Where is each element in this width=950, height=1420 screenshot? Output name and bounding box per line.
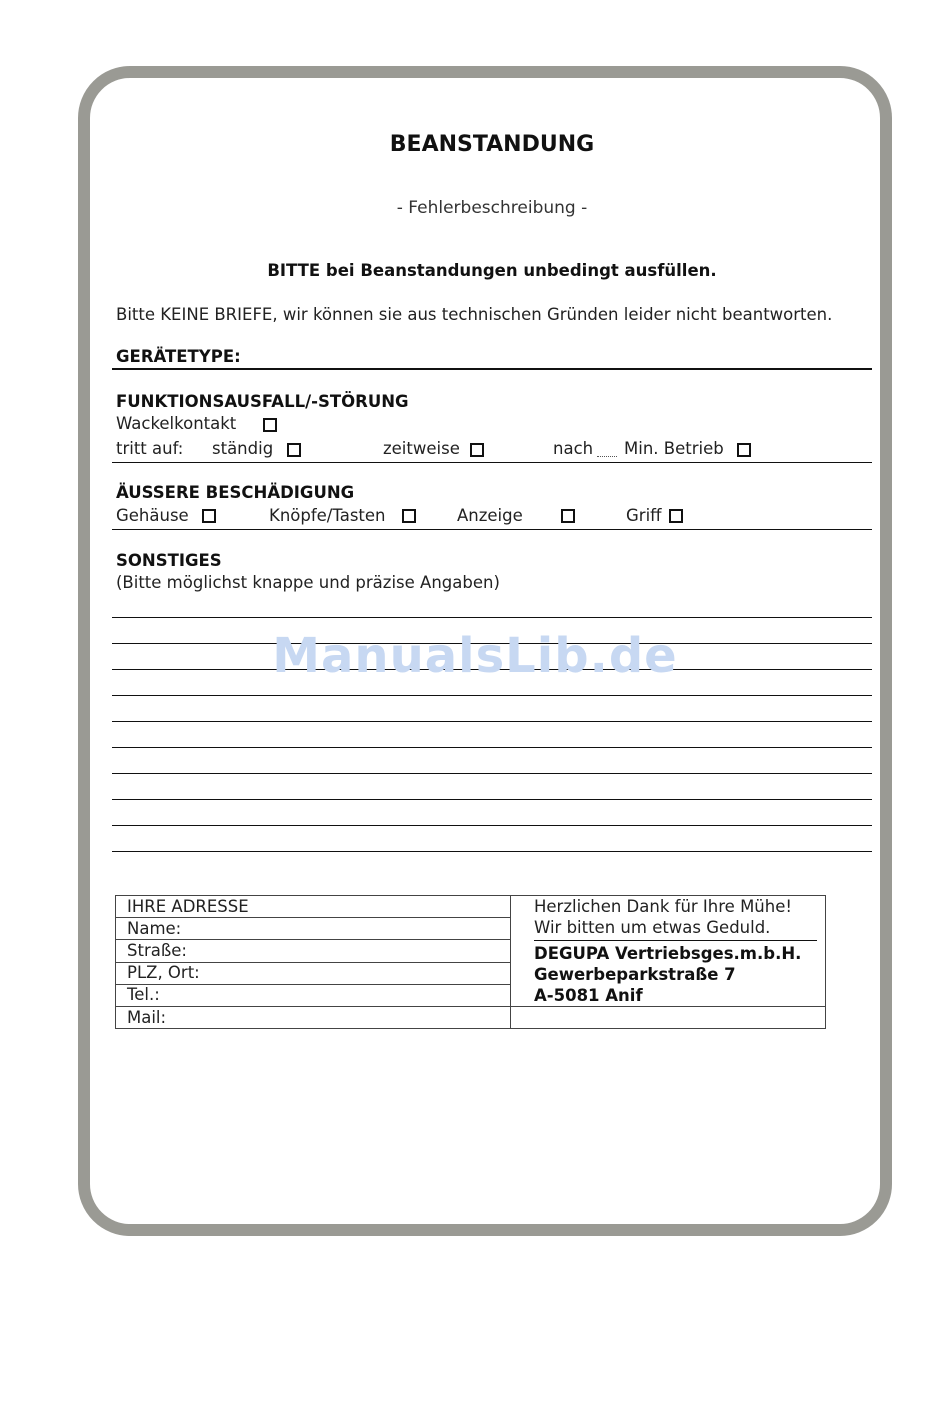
funktion-heading: FUNKTIONSAUSFALL/-STÖRUNG xyxy=(116,392,409,411)
no-letters-note: Bitte KEINE BRIEFE, wir können sie aus technischen Gründen leider nicht beantworten. xyxy=(116,305,833,324)
watermark: ManualsLib.de xyxy=(272,628,678,684)
sonstiges-hint: (Bitte möglichst knappe und präzise Angaben) xyxy=(116,573,500,592)
aeussere-heading: ÄUSSERE BESCHÄDIGUNG xyxy=(116,483,355,502)
sonstiges-heading: SONSTIGES xyxy=(116,551,222,570)
tritt-auf-label: tritt auf: xyxy=(116,439,184,458)
gehaeuse-label: Gehäuse xyxy=(116,506,189,525)
mail-field[interactable]: Mail: xyxy=(116,1007,511,1029)
minutes-field[interactable] xyxy=(597,456,617,457)
name-field[interactable]: Name: xyxy=(116,918,511,940)
nach-label: nach xyxy=(553,439,594,458)
anzeige-checkbox[interactable] xyxy=(561,509,575,523)
thanks-box xyxy=(511,896,826,1007)
form-subtitle: - Fehlerbeschreibung - xyxy=(396,198,588,218)
geraetetype-heading: GERÄTETYPE: xyxy=(116,347,241,366)
company-name: DEGUPA Vertriebsges.m.b.H. xyxy=(534,944,802,963)
thanks-line-1: Herzlichen Dank für Ihre Mühe! xyxy=(534,897,792,916)
section-divider xyxy=(112,529,872,530)
tel-field[interactable]: Tel.: xyxy=(116,984,511,1006)
zeitweise-checkbox[interactable] xyxy=(470,443,484,457)
writing-line[interactable] xyxy=(112,617,872,618)
address-heading: IHRE ADRESSE xyxy=(116,896,511,918)
staendig-checkbox[interactable] xyxy=(287,443,301,457)
thanks-divider xyxy=(534,940,817,941)
geraetetype-line[interactable] xyxy=(112,368,872,370)
wackelkontakt-label: Wackelkontakt xyxy=(116,414,237,433)
section-divider xyxy=(112,462,872,463)
writing-line[interactable] xyxy=(112,851,872,852)
company-street: Gewerbeparkstraße 7 xyxy=(534,965,736,984)
staendig-label: ständig xyxy=(212,439,274,458)
street-field[interactable]: Straße: xyxy=(116,940,511,962)
empty-cell xyxy=(511,1007,826,1029)
anzeige-label: Anzeige xyxy=(457,506,523,525)
writing-line[interactable] xyxy=(112,721,872,722)
writing-line[interactable] xyxy=(112,799,872,800)
min-betrieb-checkbox[interactable] xyxy=(737,443,751,457)
griff-checkbox[interactable] xyxy=(669,509,683,523)
knoepfe-label: Knöpfe/Tasten xyxy=(269,506,386,525)
address-table xyxy=(115,895,826,1029)
writing-line[interactable] xyxy=(112,773,872,774)
wackelkontakt-checkbox[interactable] xyxy=(263,418,277,432)
instruction-text: BITTE bei Beanstandungen unbedingt ausfüllen. xyxy=(267,261,717,280)
min-betrieb-label: Min. Betrieb xyxy=(624,439,724,458)
griff-label: Griff xyxy=(626,506,662,525)
writing-line[interactable] xyxy=(112,747,872,748)
writing-line[interactable] xyxy=(112,825,872,826)
plz-ort-field[interactable]: PLZ, Ort: xyxy=(116,962,511,984)
form-title: BEANSTANDUNG xyxy=(389,132,595,157)
knoepfe-checkbox[interactable] xyxy=(402,509,416,523)
gehaeuse-checkbox[interactable] xyxy=(202,509,216,523)
company-city: A-5081 Anif xyxy=(534,986,643,1005)
thanks-line-2: Wir bitten um etwas Geduld. xyxy=(534,918,771,937)
writing-line[interactable] xyxy=(112,695,872,696)
zeitweise-label: zeitweise xyxy=(383,439,460,458)
